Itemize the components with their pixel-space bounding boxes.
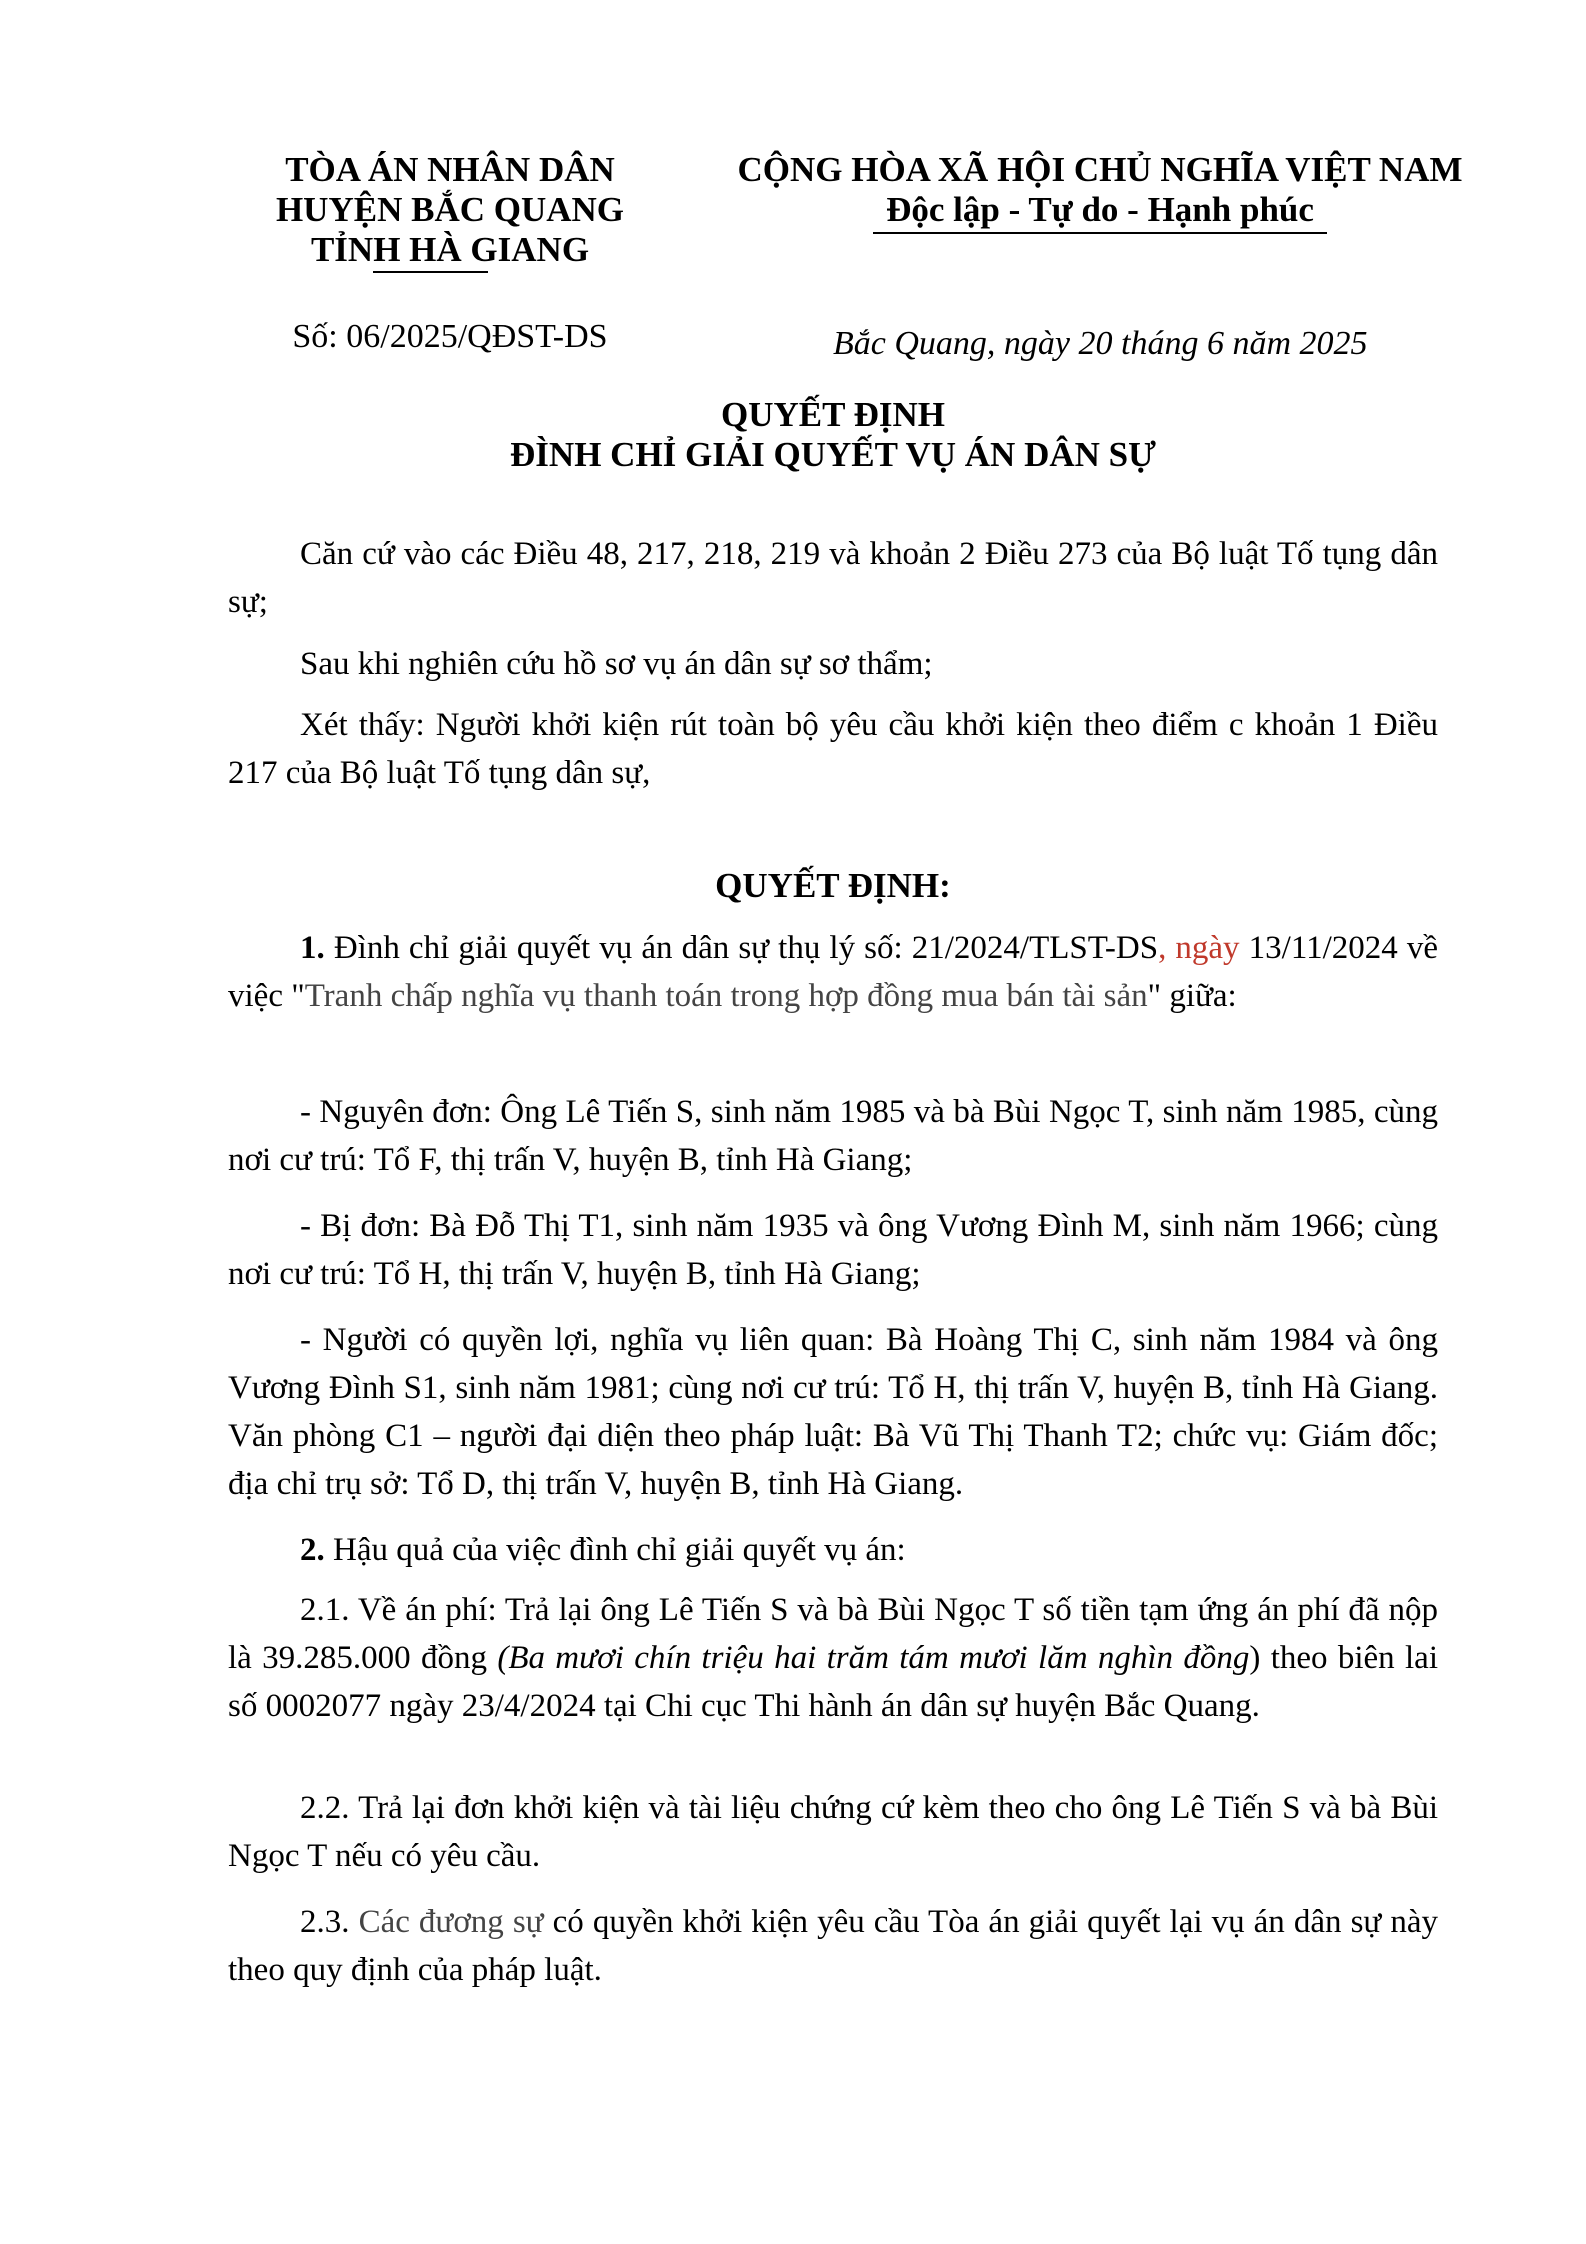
decision-item-2-1 [228, 1586, 1438, 1730]
court-name-block [220, 150, 680, 270]
national-title-block [700, 150, 1500, 230]
decision-heading: QUYẾT ĐỊNH: [715, 866, 951, 905]
item-2-1-text-b: ) theo biên lai số 0002077 ngày 23/4/2024 tại Chi cục Thi hành án dân sự huyện Bắc Quang. [228, 1640, 1438, 1724]
national-motto: Độc lập - Tự do - Hạnh phúc [886, 190, 1314, 229]
item-2-3-text: có quyền khởi kiện yêu cầu Tòa án giải quyết lại vụ án dân sự này theo quy định của pháp luật. [228, 1904, 1439, 1988]
party-defendant: - Bị đơn: Bà Đỗ Thị T1, sinh năm 1935 và ông Vương Đình M, sinh năm 1966; cùng nơi cư trú: Tổ H, thị trấn V, huyện B, tỉnh Hà Giang; [228, 1208, 1438, 1292]
decision-item-1 [228, 924, 1438, 1020]
document-title-line2: ĐÌNH CHỈ GIẢI QUYẾT VỤ ÁN DÂN SỰ [510, 435, 1156, 474]
decision-item-2-2: 2.2. Trả lại đơn khởi kiện và tài liệu chứng cứ kèm theo cho ông Lê Tiến S và bà Bùi Ngọc T nếu có yêu cầu. [228, 1790, 1438, 1874]
court-name-line1: TÒA ÁN NHÂN DÂN [285, 150, 615, 189]
court-name-line2: HUYỆN BẮC QUANG [275, 190, 625, 229]
national-title: CỘNG HÒA XÃ HỘI CHỦ NGHĨA VIỆT NAM [737, 150, 1463, 189]
item-2-number: 2. [300, 1532, 325, 1568]
document-title [228, 395, 1438, 475]
document-title-line1: QUYẾT ĐỊNH [721, 395, 945, 434]
party-plaintiff: - Nguyên đơn: Ông Lê Tiến S, sinh năm 1985 và bà Bùi Ngọc T, sinh năm 1985, cùng nơi cư trú: Tổ F, thị trấn V, huyện B, tỉnh Hà Giang; [228, 1094, 1438, 1178]
preamble-review: Sau khi nghiên cứu hồ sơ vụ án dân sự sơ thẩm; [300, 646, 933, 682]
preamble-legal-basis: Căn cứ vào các Điều 48, 217, 218, 219 và khoản 2 Điều 273 của Bộ luật Tố tụng dân sự; [228, 536, 1438, 620]
item-2-text: Hậu quả của việc đình chỉ giải quyết vụ án: [324, 1532, 906, 1568]
decision-number: Số: 06/2025/QĐST-DS [292, 318, 608, 355]
item-1-case-subject: Tranh chấp nghĩa vụ thanh toán trong hợp đồng mua bán tài sản [304, 978, 1148, 1014]
item-1-number: 1. [300, 930, 325, 966]
court-name-line3: TỈNH HÀ GIANG [310, 230, 590, 269]
item-1-text-b: 13/11/2024 về việc " [228, 930, 1438, 1014]
item-2-1-text-a: 2.1. Về án phí: Trả lại ông Lê Tiến S và bà Bùi Ngọc T số tiền tạm ứng án phí đã nộp là 39.285.000 đồng [228, 1592, 1438, 1676]
decision-item-2-3 [228, 1898, 1438, 1994]
item-2-1-amount-words: (Ba mươi chín triệu hai trăm tám mươi lăm nghìn đồng [497, 1640, 1250, 1676]
issue-date: Bắc Quang, ngày 20 tháng 6 năm 2025 [833, 325, 1368, 362]
court-name-underline [373, 271, 488, 273]
item-1-text-red: , ngày [1158, 930, 1240, 966]
national-motto-underline [873, 232, 1327, 234]
item-1-text-a: Đình chỉ giải quyết vụ án dân sự thụ lý số: 21/2024/TLST-DS [324, 930, 1159, 966]
item-2-3-subject: Các đương sự [358, 1904, 544, 1940]
item-1-text-c: " giữa: [1147, 978, 1237, 1014]
preamble-finding: Xét thấy: Người khởi kiện rút toàn bộ yêu cầu khởi kiện theo điểm c khoản 1 Điều 217 của Bộ luật Tố tụng dân sự, [228, 707, 1438, 791]
party-related: - Người có quyền lợi, nghĩa vụ liên quan: Bà Hoàng Thị C, sinh năm 1984 và ông Vương Đình S1, sinh năm 1981; cùng nơi cư trú: Tổ H, thị trấn V, huyện B, tỉnh Hà Giang. Văn phòng C1 – người đại diện theo pháp luật: Bà Vũ Thị Thanh T2; chức vụ: Giám đốc; địa chỉ trụ sở: Tổ D, thị trấn V, huyện B, tỉnh Hà Giang. [228, 1322, 1438, 1502]
decision-item-2 [228, 1526, 1438, 1574]
item-2-3-prefix: 2.3. [300, 1904, 359, 1940]
